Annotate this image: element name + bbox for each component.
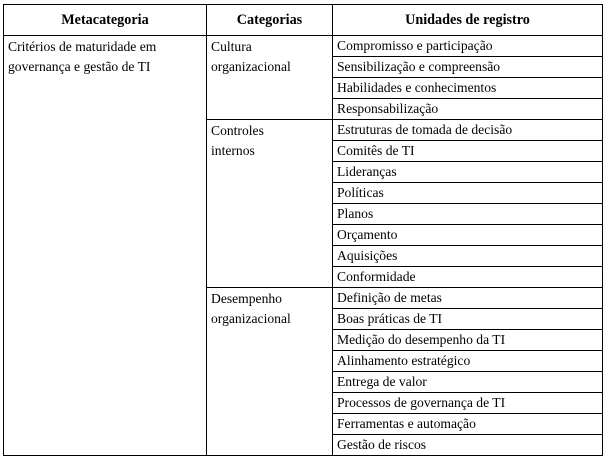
unit-cell: Definição de metas — [333, 288, 603, 309]
header-categories: Categorias — [207, 5, 333, 36]
metacategory-line-2: governança e gestão de TI — [8, 59, 151, 74]
unit-cell: Boas práticas de TI — [333, 309, 603, 330]
unit-cell: Medição do desempenho da TI — [333, 330, 603, 351]
category-cell-desempenho — [207, 288, 333, 456]
unit-cell: Sensibilização e compreensão — [333, 57, 603, 78]
unit-cell: Processos de governança de TI — [333, 393, 603, 414]
unit-cell: Planos — [333, 204, 603, 225]
category-line-1: Desempenho — [211, 291, 282, 306]
unit-cell: Lideranças — [333, 162, 603, 183]
header-units: Unidades de registro — [333, 5, 603, 36]
category-line-1: Cultura — [211, 39, 252, 54]
metacategory-cell — [4, 36, 207, 456]
unit-cell: Políticas — [333, 183, 603, 204]
table-row — [4, 36, 603, 57]
unit-cell: Habilidades e conhecimentos — [333, 78, 603, 99]
header-metacategory: Metacategoria — [4, 5, 207, 36]
maturity-criteria-table — [3, 4, 603, 456]
unit-cell: Aquisições — [333, 246, 603, 267]
unit-cell: Responsabilização — [333, 99, 603, 120]
unit-cell: Comitês de TI — [333, 141, 603, 162]
category-cell-controles — [207, 120, 333, 288]
unit-cell: Estruturas de tomada de decisão — [333, 120, 603, 141]
category-line-2: internos — [211, 143, 255, 158]
unit-cell: Gestão de riscos — [333, 435, 603, 456]
category-line-2: organizacional — [211, 311, 291, 326]
unit-cell: Ferramentas e automação — [333, 414, 603, 435]
unit-cell: Conformidade — [333, 267, 603, 288]
unit-cell: Entrega de valor — [333, 372, 603, 393]
category-cell-cultura — [207, 36, 333, 120]
unit-cell: Compromisso e participação — [333, 36, 603, 57]
header-row — [4, 5, 603, 36]
unit-cell: Alinhamento estratégico — [333, 351, 603, 372]
category-line-2: organizacional — [211, 59, 291, 74]
category-line-1: Controles — [211, 123, 264, 138]
unit-cell: Orçamento — [333, 225, 603, 246]
metacategory-line-1: Critérios de maturidade em — [8, 39, 157, 54]
